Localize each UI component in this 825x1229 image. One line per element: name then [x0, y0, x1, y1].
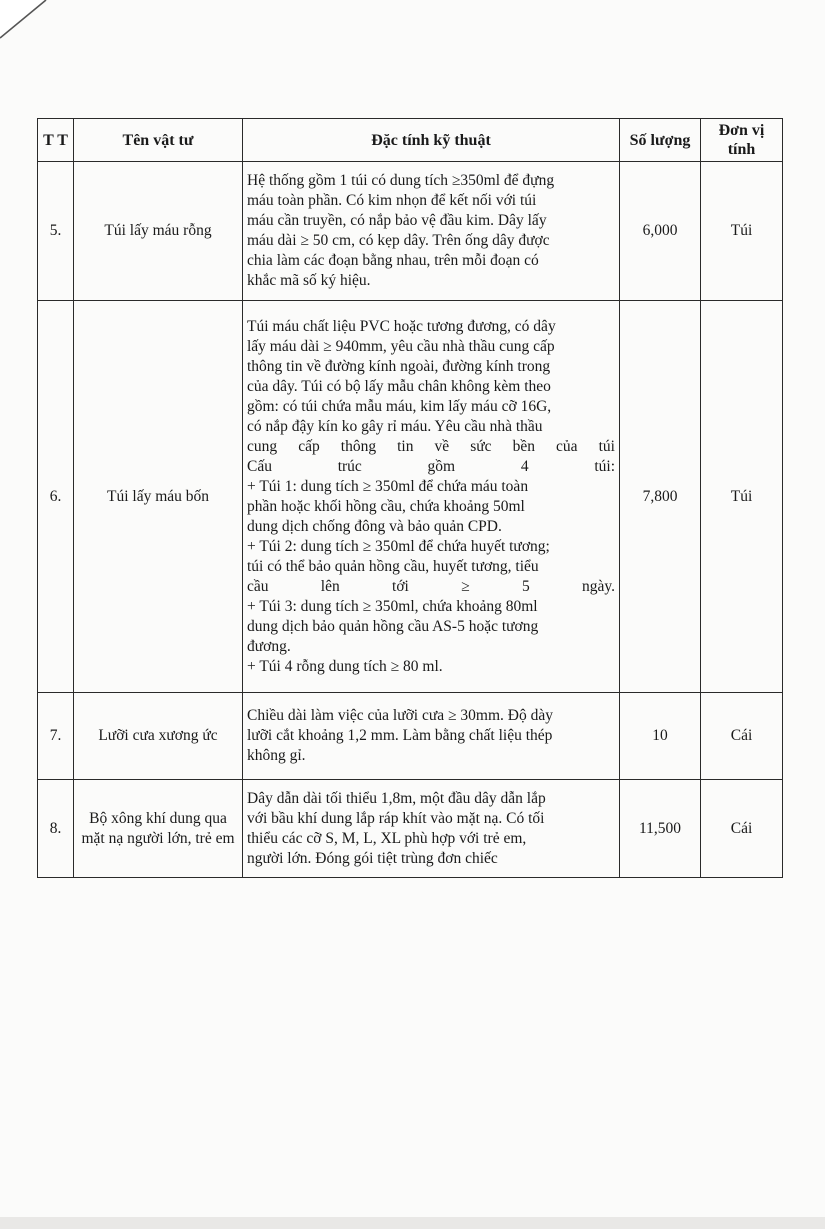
- row-quantity: 10: [620, 693, 701, 780]
- spec-line: dung dịch bảo quản hồng cầu AS-5 hoặc tương: [247, 617, 539, 635]
- spec-line: chia làm các đoạn bằng nhau, trên mỗi đoạn có: [247, 252, 539, 269]
- row-stt: 6.: [38, 301, 74, 693]
- spec-line: gồm: có túi chứa mẫu máu, kim lấy máu cỡ 16G,: [247, 397, 552, 415]
- spec-line: lấy máu dài ≥ 940mm, yêu cầu nhà thầu cung cấp: [247, 337, 555, 355]
- header-qty: [620, 119, 701, 162]
- row-stt: 7.: [38, 693, 74, 780]
- spec-line: với bầu khí dung lắp ráp khít vào mặt nạ. Có tối: [247, 809, 545, 827]
- spec-line: lưỡi cắt khoảng 1,2 mm. Làm bằng chất liệu thép: [247, 727, 553, 744]
- spec-line: Cấu trúc gồm 4 túi:: [247, 457, 615, 475]
- spec-line: máu cần truyền, có nắp bảo vệ đầu kim. Dây lấy: [247, 212, 547, 229]
- row-spec: [243, 162, 620, 301]
- row-item-name: Bộ xông khí dung qua mặt nạ người lớn, trẻ em: [74, 780, 243, 878]
- row-quantity: 6,000: [620, 162, 701, 301]
- spec-line: máu toàn phần. Có kim nhọn để kết nối với túi: [247, 192, 537, 209]
- spec-line: dung dịch chống đông và bảo quản CPD.: [247, 517, 502, 535]
- header-stt-label: T T: [43, 131, 68, 149]
- row-unit: Cái: [701, 780, 783, 878]
- spec-line: cầu lên tới ≥ 5 ngày.: [247, 577, 615, 595]
- header-qty-label: Số lượng: [629, 131, 691, 149]
- table-body: [38, 162, 783, 878]
- header-unit-label: Đơn vị tính: [718, 122, 765, 158]
- spec-line: + Túi 1: dung tích ≥ 350ml để chứa máu toàn: [247, 477, 529, 495]
- spec-line: thiểu các cỡ S, M, L, XL phù hợp với trẻ em,: [247, 829, 527, 847]
- spec-line: không gỉ.: [247, 747, 306, 764]
- row-quantity: 11,500: [620, 780, 701, 878]
- specification-table: [37, 118, 783, 878]
- spec-line: máu dài ≥ 50 cm, có kẹp dây. Trên ống dây được: [247, 232, 550, 249]
- row-unit: Cái: [701, 693, 783, 780]
- table-header-row: [38, 119, 783, 162]
- spec-line: Chiều dài làm việc của lưỡi cưa ≥ 30mm. Độ dày: [247, 707, 553, 724]
- table-row: [38, 780, 783, 878]
- spec-line: + Túi 2: dung tích ≥ 350ml để chứa huyết tương;: [247, 537, 550, 555]
- spec-line: đương.: [247, 637, 291, 655]
- table-row: [38, 301, 783, 693]
- spec-line: + Túi 4 rỗng dung tích ≥ 80 ml.: [247, 657, 443, 675]
- spec-line: Hệ thống gồm 1 túi có dung tích ≥350ml để đựng: [247, 172, 555, 189]
- spec-line: Dây dẫn dài tối thiểu 1,8m, một đầu dây dẫn lắp: [247, 789, 546, 807]
- row-quantity: 7,800: [620, 301, 701, 693]
- row-item-name: Lưỡi cưa xương ức: [74, 693, 243, 780]
- row-stt: 8.: [38, 780, 74, 878]
- table-row: [38, 162, 783, 301]
- page-corner-fold: [0, 0, 70, 60]
- spec-line: người lớn. Đóng gói tiệt trùng đơn chiếc: [247, 849, 498, 867]
- row-stt: 5.: [38, 162, 74, 301]
- table-row: [38, 693, 783, 780]
- header-unit: [701, 119, 783, 162]
- row-spec: [243, 301, 620, 693]
- spec-line: của dây. Túi có bộ lấy mẫu chân không kèm theo: [247, 377, 551, 395]
- row-spec: [243, 780, 620, 878]
- row-item-name: Túi lấy máu rỗng: [74, 162, 243, 301]
- header-stt: [38, 119, 74, 162]
- spec-line: + Túi 3: dung tích ≥ 350ml, chứa khoảng 80ml: [247, 597, 538, 615]
- header-spec: [243, 119, 620, 162]
- header-name-label: Tên vật tư: [122, 131, 194, 149]
- header-name: [74, 119, 243, 162]
- row-unit: Túi: [701, 162, 783, 301]
- spec-line: có nắp đậy kín ko gây rỉ máu. Yêu cầu nhà thầu: [247, 417, 543, 435]
- spec-line: túi có thể bảo quản hồng cầu, huyết tương, tiểu: [247, 557, 539, 575]
- row-unit: Túi: [701, 301, 783, 693]
- spec-line: phần hoặc khối hồng cầu, chứa khoảng 50ml: [247, 497, 525, 515]
- row-item-name: Túi lấy máu bốn: [74, 301, 243, 693]
- spec-line: cung cấp thông tin về sức bền của túi: [247, 437, 615, 455]
- spec-line: Túi máu chất liệu PVC hoặc tương đương, có dây: [247, 317, 556, 335]
- page-bottom-edge: [0, 1217, 825, 1229]
- spec-line: thông tin về đường kính ngoài, đường kính trong: [247, 357, 551, 375]
- header-spec-label: Đặc tính kỹ thuật: [371, 131, 491, 149]
- spec-line: khắc mã số ký hiệu.: [247, 272, 371, 289]
- row-spec: [243, 693, 620, 780]
